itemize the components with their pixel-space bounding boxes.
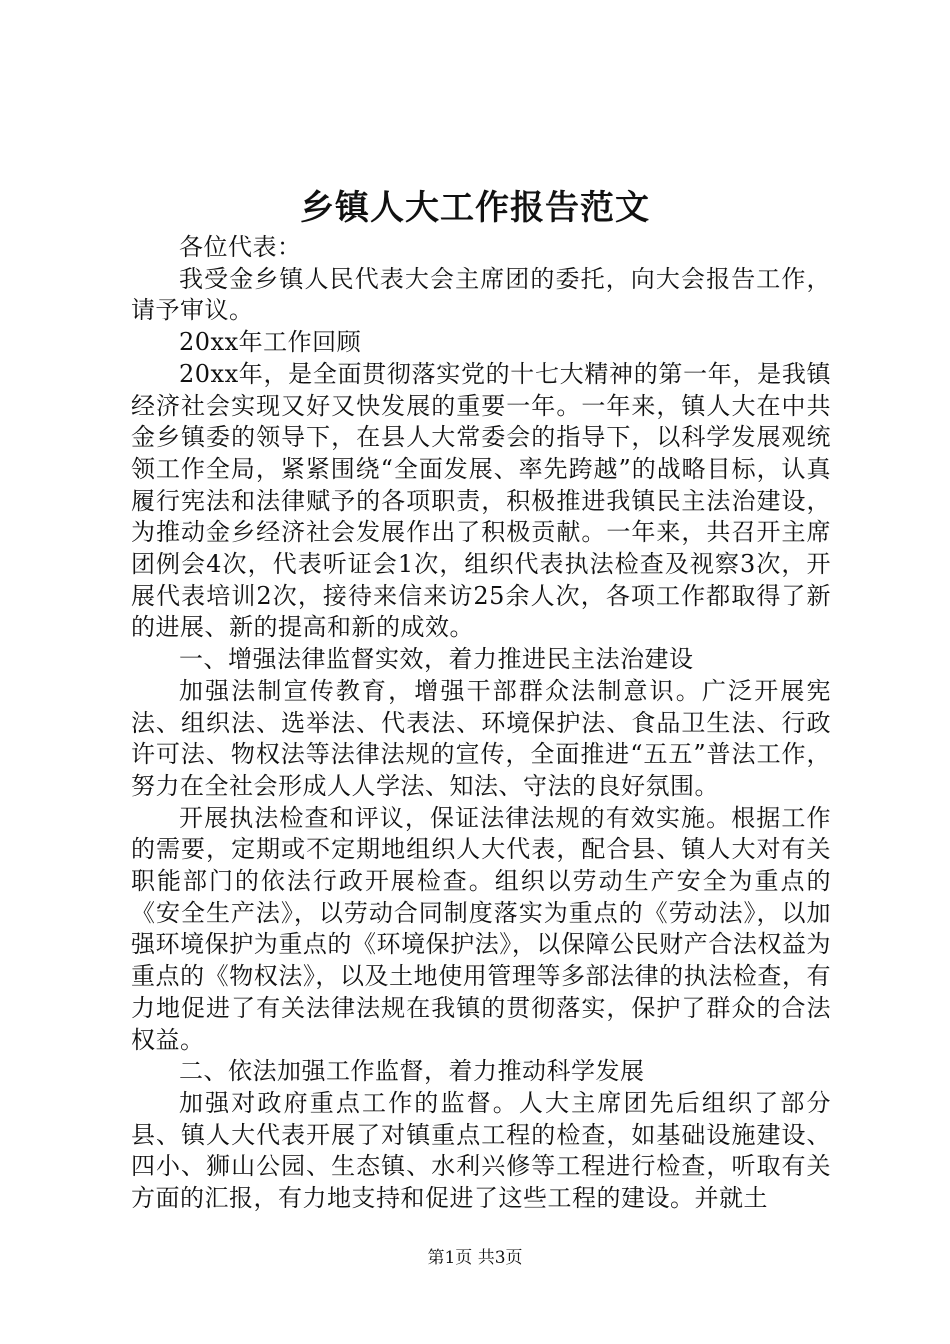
review-paragraph: 20xx年，是全面贯彻落实党的十七大精神的第一年，是我镇经济社会实现又好又快发展的重要一年。一年来，镇人大在中共金乡镇委的领导下，在县人大常委会的指导下，以科学发展观统领工作全局，紧紧围绕“全面发展、率先跨越”的战略目标，认真履行宪法和法律赋予的各项职责，积极推进我镇民主法治建设，为推动金乡经济社会发展作出了积极贡献。一年来，共召开主席团例会4次，代表听证会1次，组织代表执法检查及视察3次，开展代表培训2次，接待来信来访25余人次，各项工作都取得了新的进展、新的提高和新的成效。	[131, 359, 831, 642]
document-body	[131, 232, 831, 1215]
document-title: 乡镇人大工作报告范文	[300, 188, 650, 228]
section-heading-1: 一、增强法律监督实效，着力推进民主法治建设	[179, 645, 694, 674]
section-heading-2: 二、依法加强工作监督，着力推动科学发展	[179, 1057, 645, 1086]
body-paragraph: 加强对政府重点工作的监督。人大主席团先后组织了部分县、镇人大代表开展了对镇重点工程的检查，如基础设施建设、四小、狮山公园、生态镇、水利兴修等工程进行检查，听取有关方面的汇报，有力地支持和促进了这些工程的建设。并就土	[131, 1088, 831, 1213]
salutation: 各位代表：	[179, 233, 302, 261]
body-paragraph: 开展执法检查和评议，保证法律法规的有效实施。根据工作的需要，定期或不定期地组织人大代表，配合县、镇人大对有关职能部门的依法行政开展检查。组织以劳动生产安全为重点的《安全生产法》，以劳动合同制度落实为重点的《劳动法》，以加强环境保护为重点的《环境保护法》，以保障公民财产合法权益为重点的《物权法》，以及土地使用管理等多部法律的执法检查，有力地促进了有关法律法规在我镇的贯彻落实，保护了群众的合法权益。	[131, 803, 831, 1054]
section-heading-review: 20xx年工作回顾	[179, 328, 362, 357]
page-number-footer: 第1页 共3页	[427, 1248, 523, 1268]
intro-paragraph: 我受金乡镇人民代表大会主席团的委托，向大会报告工作，请予审议。	[131, 264, 831, 325]
body-paragraph: 加强法制宣传教育，增强干部群众法制意识。广泛开展宪法、组织法、选举法、代表法、环境保护法、食品卫生法、行政许可法、物权法等法律法规的宣传，全面推进“五五”普法工作，努力在全社会形成人人学法、知法、守法的良好氛围。	[131, 676, 831, 800]
